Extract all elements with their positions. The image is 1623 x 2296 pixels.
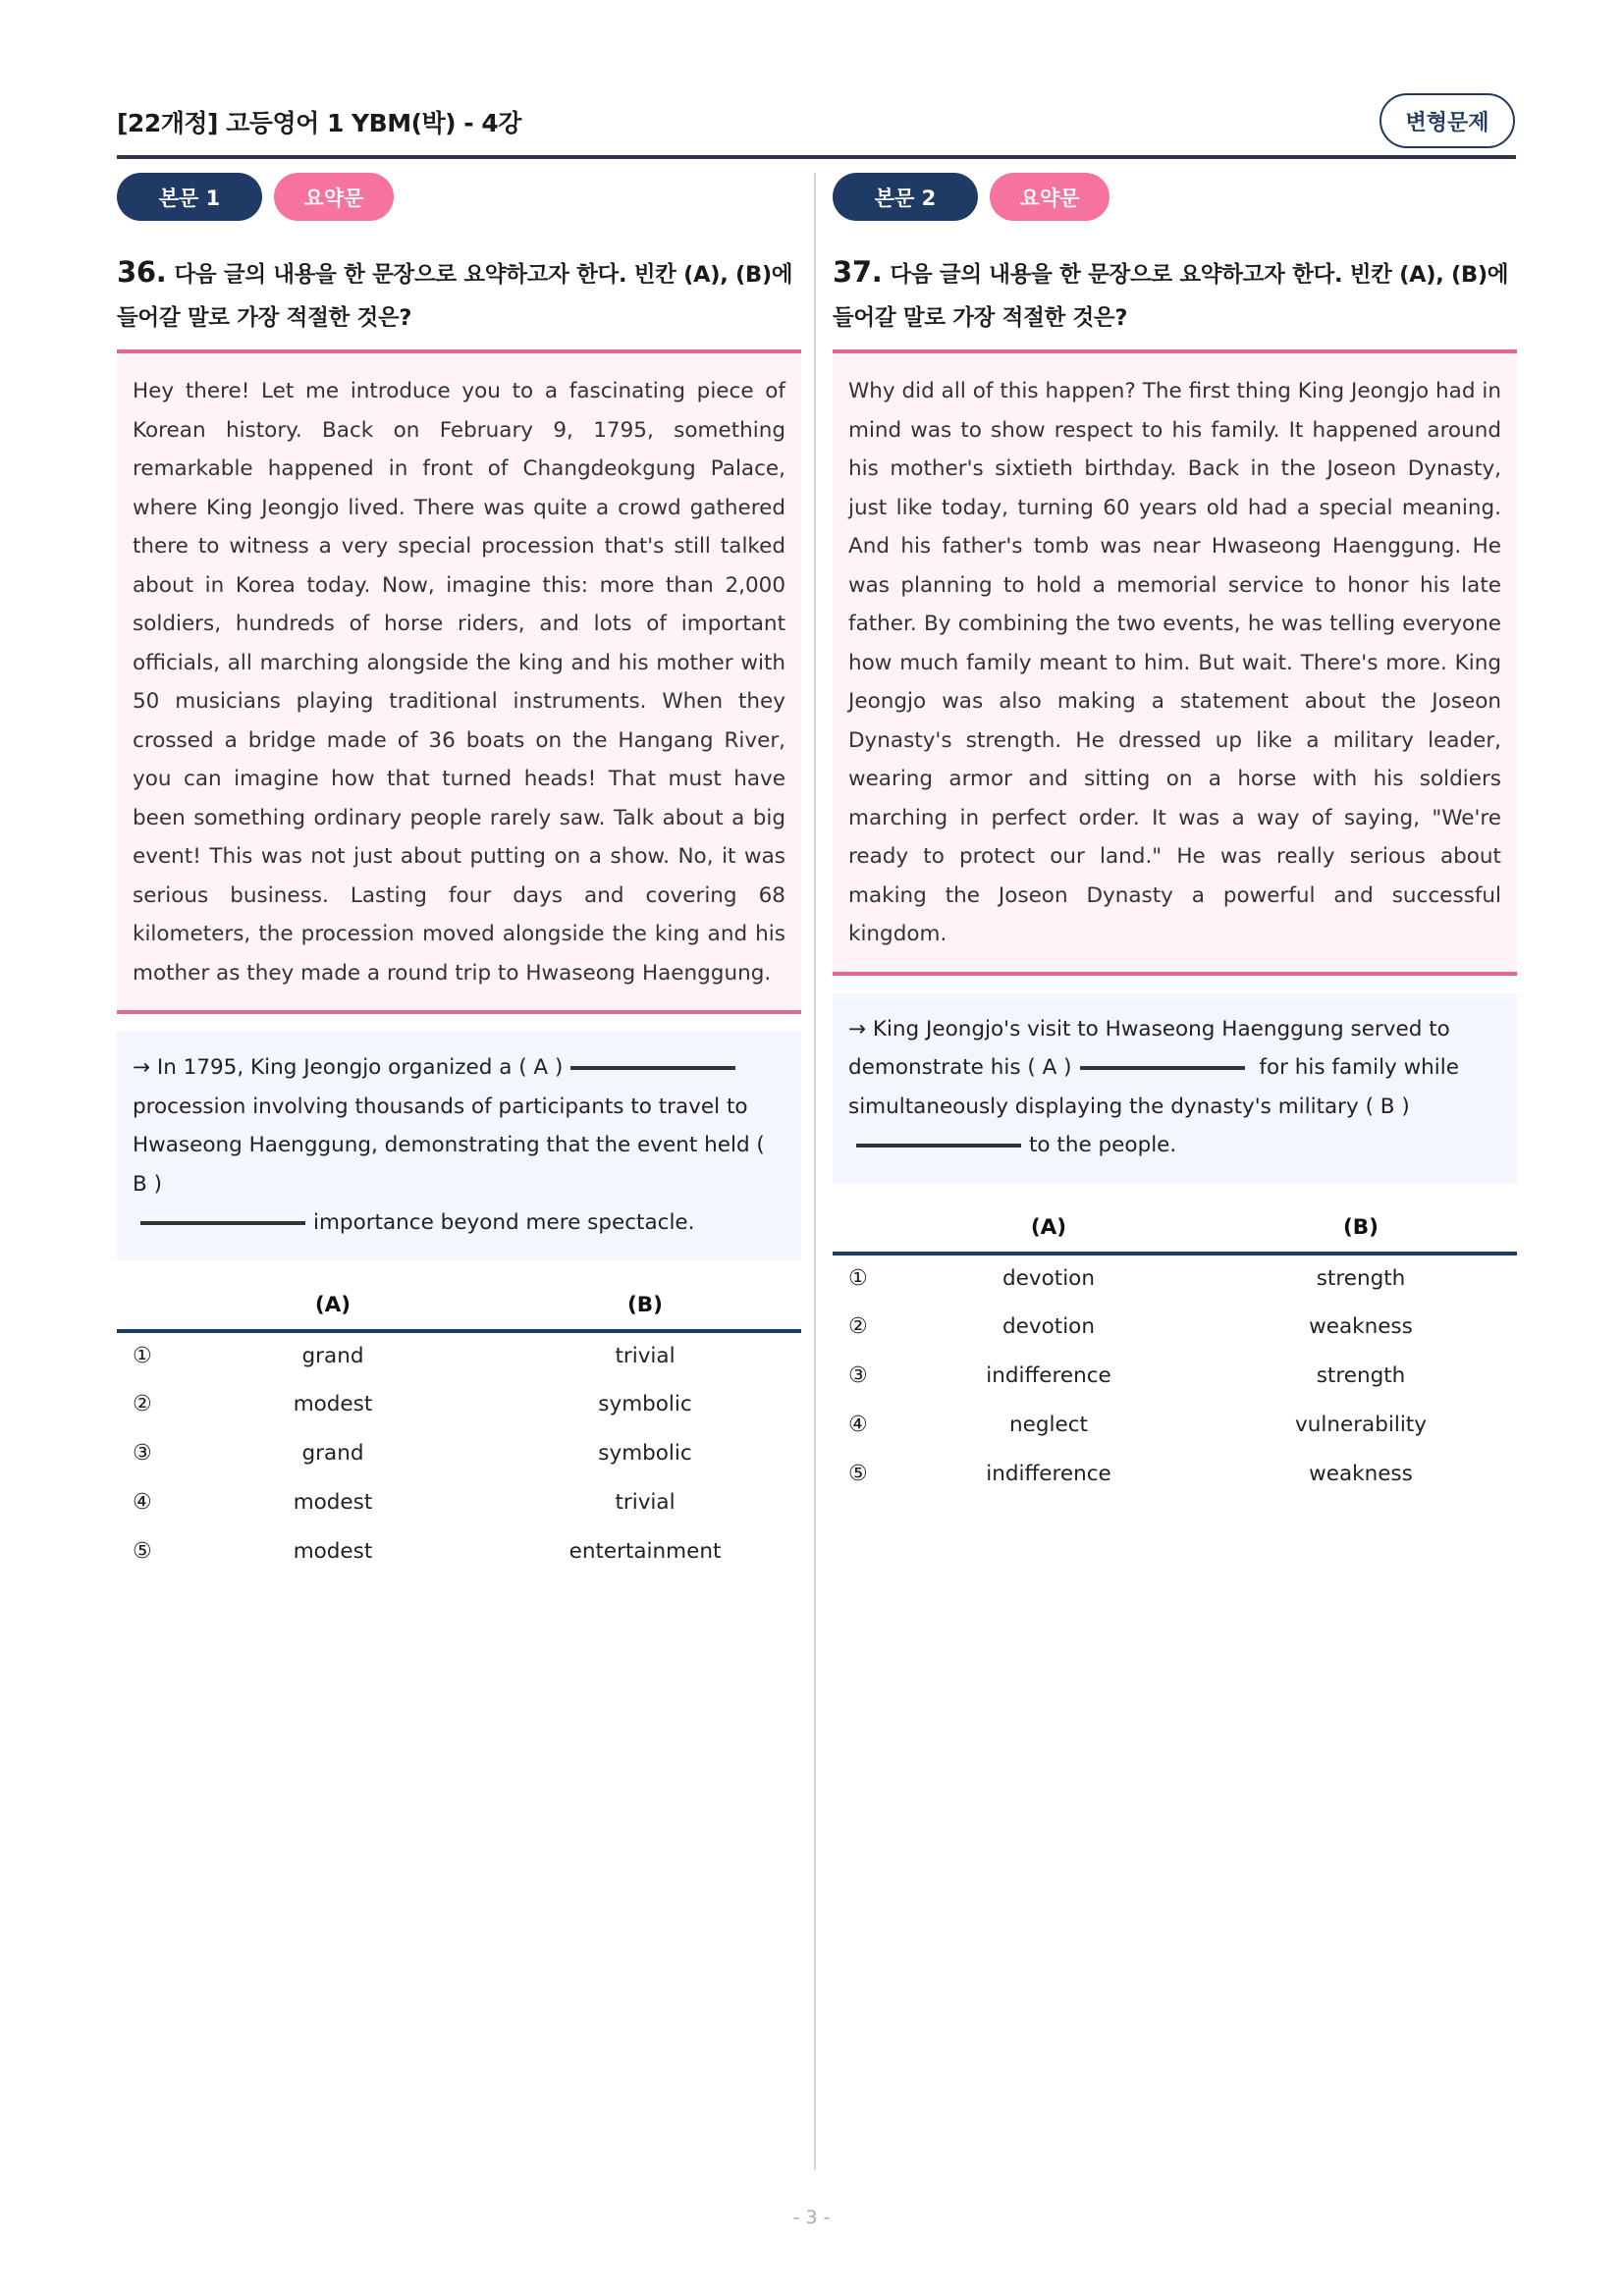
question-number: 36.: [117, 255, 167, 289]
choice-row[interactable]: [117, 1527, 801, 1576]
summary-part-3: to the people.: [1029, 1133, 1177, 1157]
summary-box: [117, 1032, 801, 1260]
choice-row[interactable]: [117, 1478, 801, 1527]
choice-a: indifference: [986, 1363, 1111, 1388]
choice-a: grand: [301, 1344, 364, 1368]
choice-row[interactable]: [833, 1401, 1517, 1450]
left-column: [117, 173, 801, 1576]
summary-part-2: procession involving thousands of participants to travel to Hwaseong Haenggung, demonstrating that the event held ( B ): [133, 1094, 765, 1197]
right-tags: [833, 173, 1517, 222]
choice-number: ①: [848, 1266, 868, 1291]
choice-b: trivial: [615, 1490, 676, 1515]
choice-row[interactable]: [833, 1450, 1517, 1499]
choice-a: devotion: [1002, 1314, 1095, 1339]
choice-row[interactable]: [833, 1254, 1517, 1303]
page-number: - 3 -: [792, 2207, 831, 2228]
column-header-b: (B): [489, 1282, 801, 1331]
choice-a: devotion: [1002, 1266, 1095, 1291]
passage-tag: 본문 1: [117, 173, 262, 221]
choice-number: ③: [133, 1441, 152, 1466]
blank-b: [856, 1144, 1021, 1148]
choice-number: ④: [848, 1413, 868, 1437]
choice-number: ①: [133, 1344, 152, 1368]
page-title: [22개정] 고등영어 1 YBM(박) - 4강: [117, 109, 521, 137]
blank-b: [140, 1221, 305, 1225]
question-type-tag: 요약문: [274, 173, 394, 221]
choice-row[interactable]: [833, 1303, 1517, 1352]
summary-part-1: → King Jeongjo's visit to Hwaseong Haenggung served to demonstrate his ( A ): [848, 1016, 1450, 1080]
choice-a: indifference: [986, 1462, 1111, 1486]
choice-b: weakness: [1309, 1462, 1413, 1486]
question-36: [117, 250, 801, 340]
choice-b: symbolic: [598, 1392, 692, 1416]
column-header-a: (A): [177, 1282, 489, 1331]
left-tags: [117, 173, 801, 222]
blank-a: [570, 1066, 735, 1070]
choice-row[interactable]: [117, 1331, 801, 1380]
type-badge: 변형문제: [1380, 93, 1515, 148]
choice-a: modest: [293, 1539, 373, 1564]
choice-number: ②: [133, 1392, 152, 1416]
choice-a: modest: [293, 1490, 373, 1515]
choice-number: ②: [848, 1314, 868, 1339]
choice-number: ⑤: [133, 1539, 152, 1564]
choice-number: ④: [133, 1490, 152, 1515]
question-number: 37.: [833, 255, 883, 289]
question-text: 다음 글의 내용을 한 문장으로 요약하고자 한다. 빈칸 (A), (B)에 들어갈 말로 가장 적절한 것은?: [833, 262, 1509, 331]
summary-part-2: for his family while simultaneously displaying the dynasty's military ( B ): [848, 1055, 1459, 1119]
choice-b: symbolic: [598, 1441, 692, 1466]
choice-b: vulnerability: [1295, 1413, 1427, 1437]
column-header-a: (A): [893, 1204, 1205, 1254]
choice-number: ⑤: [848, 1462, 868, 1486]
passage-tag: 본문 2: [833, 173, 978, 221]
choice-b: strength: [1316, 1363, 1406, 1388]
choice-a: grand: [301, 1441, 364, 1466]
right-column: [833, 173, 1517, 1499]
column-header-b: (B): [1205, 1204, 1517, 1254]
answer-choices: [117, 1282, 801, 1576]
header-divider: [117, 155, 1516, 159]
summary-part-3: importance beyond mere spectacle.: [313, 1210, 695, 1235]
blank-a: [1080, 1066, 1245, 1070]
choice-b: trivial: [615, 1344, 676, 1368]
question-text: 다음 글의 내용을 한 문장으로 요약하고자 한다. 빈칸 (A), (B)에 들어갈 말로 가장 적절한 것은?: [117, 262, 793, 331]
passage-box: Hey there! Let me introduce you to a fascinating piece of Korean history. Back on February 9, 1795, something remarkable happened in front of Changdeokgung Palace, where King Jeongjo lived. There was quite a crowd gathered there to witness a very special procession that's still talked about in Korea today. Now, imagine this: more than 2,000 soldiers, hundreds of horse riders, and lots of important officials, all marching alongside the king and his mother with 50 musicians playing traditional instruments. When they crossed a bridge made of 36 boats on the Hangang River, you can imagine how that turned heads! That must have been something ordinary people rarely saw. Talk about a big event! This was not just about putting on a show. No, it was serious business. Lasting four days and covering 68 kilometers, the procession moved alongside the king and his mother as they made a round trip to Hwaseong Haenggung.: [117, 349, 801, 1014]
choice-b: entertainment: [568, 1539, 722, 1564]
summary-box: [833, 993, 1517, 1183]
choice-row[interactable]: [117, 1429, 801, 1478]
choice-a: neglect: [1009, 1413, 1088, 1437]
question-type-tag: 요약문: [990, 173, 1109, 221]
choice-a: modest: [293, 1392, 373, 1416]
passage-box: Why did all of this happen? The first thing King Jeongjo had in mind was to show respect to his family. It happened around his mother's sixtieth birthday. Back in the Joseon Dynasty, just like today, turning 60 years old had a special meaning. And his father's tomb was near Hwaseong Haenggung. He was planning to hold a memorial service to honor his late father. By combining the two events, he was telling everyone how much family meant to him. But wait. There's more. King Jeongjo was also making a statement about the Joseon Dynasty's strength. He dressed up like a military leader, wearing armor and sitting on a horse with his soldiers marching in perfect order. It was a way of saying, "We're ready to protect our land." He was really serious about making the Joseon Dynasty a powerful and successful kingdom.: [833, 349, 1517, 976]
choice-number: ③: [848, 1363, 868, 1388]
summary-part-1: → In 1795, King Jeongjo organized a ( A ): [133, 1055, 564, 1080]
answer-choices: [833, 1204, 1517, 1499]
choice-b: weakness: [1309, 1314, 1413, 1339]
choice-row[interactable]: [117, 1380, 801, 1429]
question-37: [833, 250, 1517, 340]
column-divider: [814, 173, 816, 2170]
choice-row[interactable]: [833, 1352, 1517, 1401]
choice-b: strength: [1316, 1266, 1406, 1291]
